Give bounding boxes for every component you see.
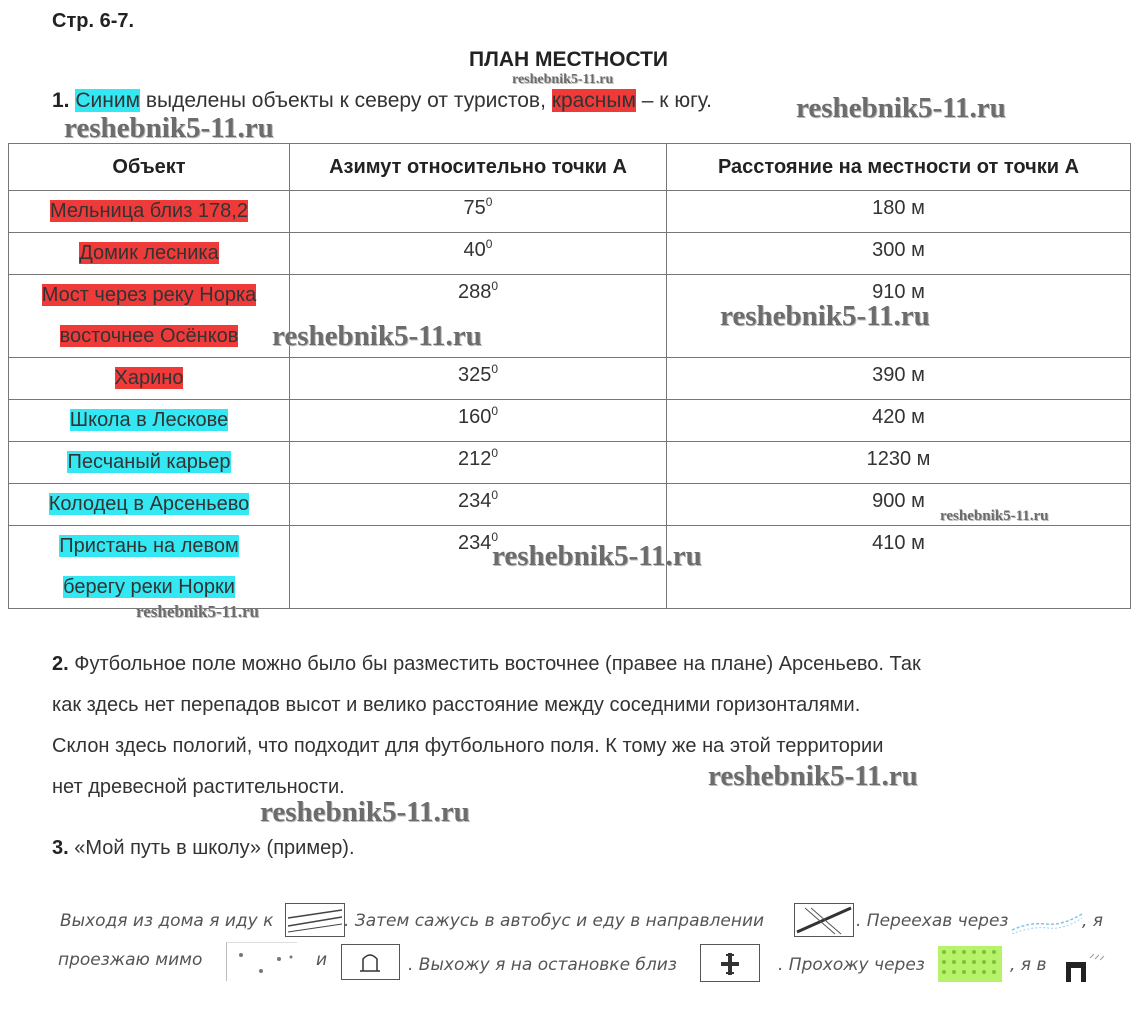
distance-value: 300 м [872,239,925,261]
distance-value: 900 м [872,490,925,512]
red-highlight-word: красным [551,89,636,112]
azimuth-value: 234 [457,490,492,512]
task2-line-2: как здесь нет перепадов высот и велико расстояние между соседними горизонталями. [52,694,861,716]
watermark: reshebnik5-11.ru [136,602,259,621]
handwritten-text: Выходя из дома я иду к [60,911,274,931]
degree-mark: 0 [491,362,499,376]
watermark: reshebnik5-11.ru [64,112,274,144]
watermark: reshebnik5-11.ru [260,796,470,828]
table-row [9,275,1131,358]
watermark: reshebnik5-11.ru [512,72,614,87]
table-row [9,358,1131,400]
watermark: reshebnik5-11.ru [720,300,930,332]
handwritten-text: проезжаю мимо [58,950,203,970]
dotted-field-icon [938,946,1002,982]
building-symbol-icon [341,944,400,980]
distance-value: 390 м [872,364,925,386]
object-name: Колодец в Арсеньево [48,493,250,515]
degree-mark: 0 [485,195,493,209]
river-lines-icon [1010,908,1084,934]
highway-symbol-icon [794,903,854,937]
handwritten-text: , я в [1010,955,1047,975]
object-name: Пристань на левом [59,535,239,557]
degree-mark: 0 [491,279,499,293]
page-reference: Стр. 6-7. [52,10,135,32]
object-cell [9,358,290,400]
header-object: Объект [9,144,290,191]
watermark: reshebnik5-11.ru [708,760,918,792]
azimuth-value: 234 [457,532,492,554]
handwritten-text: . Переехав через [856,911,1009,931]
azimuth-value: 160 [457,406,492,428]
crossing-roads-icon [795,904,853,936]
school-building-icon [1062,952,1108,982]
degree-mark: 0 [491,404,499,418]
task2-line-3: Склон здесь пологий, что подходит для футбольного поля. К тому же на этой территории [52,735,884,757]
watermark: reshebnik5-11.ru [796,92,1006,124]
azimuth-cell [290,400,667,442]
school-symbol-icon [1062,952,1108,982]
road-lines-icon [286,904,344,936]
blue-highlight-word: Синим [75,89,141,112]
handwritten-text: . Выхожу я на остановке близ [408,955,677,975]
degree-mark: 0 [491,488,499,502]
azimuth-value: 212 [457,448,492,470]
table-row [9,191,1131,233]
degree-mark: 0 [491,530,499,544]
azimuth-cell [290,484,667,526]
azimuth-value: 288 [457,281,492,303]
arch-icon [342,945,399,979]
task3-text: «Мой путь в школу» (пример). [68,837,355,859]
task1-text [52,89,712,113]
road-symbol-icon [285,903,345,937]
object-name: Мельница близ 178,2 [50,200,248,222]
task2-line-1 [52,653,921,676]
table-row [9,442,1131,484]
orchard-symbol-icon [226,942,297,981]
task3-line [52,837,355,860]
distance-value: 910 м [872,281,925,303]
cross-icon [701,945,759,981]
object-cell [9,233,290,275]
object-name: Мост через реку Норка [41,284,257,306]
distance-cell [667,442,1131,484]
watermark: reshebnik5-11.ru [492,540,702,572]
object-cell [9,400,290,442]
task2-text: Футбольное поле можно было бы разместить восточнее (правее на плане) Арсеньево. Так [68,653,921,675]
task2-line-4: нет древесной растительности. [52,776,345,798]
object-name: Домик лесника [79,242,219,264]
handwritten-text: , я [1082,911,1104,931]
distance-cell [667,526,1131,609]
distance-cell [667,484,1131,526]
distance-value: 420 м [872,406,925,428]
handwritten-text: . Затем сажусь в автобус и еду в направлении [344,911,765,931]
river-symbol-icon [1010,908,1084,934]
azimuth-value: 75 [463,197,486,219]
distance-cell [667,358,1131,400]
object-cell [9,191,290,233]
degree-mark: 0 [491,446,499,460]
object-name: Харино [114,367,184,389]
azimuth-cell [290,233,667,275]
task1-end: – к югу. [635,89,712,112]
task1-mid: выделены объекты к северу от туристов, [140,89,552,112]
object-name: восточнее Осёнков [59,325,239,347]
table-row [9,400,1131,442]
task1-number: 1. [52,89,70,112]
handwritten-text: . Прохожу через [778,955,925,975]
dots-icon [227,943,297,981]
object-cell [9,526,290,609]
distance-value: 1230 м [866,448,931,470]
task3-number: 3. [52,837,69,859]
distance-cell [667,191,1131,233]
object-cell [9,484,290,526]
object-cell [9,275,290,358]
church-symbol-icon [700,944,760,982]
object-name: берегу реки Норки [63,576,235,598]
handwritten-text: и [316,950,328,970]
distance-value: 410 м [872,532,925,554]
distance-cell [667,400,1131,442]
azimuth-value: 40 [463,239,486,261]
object-cell [9,442,290,484]
watermark: reshebnik5-11.ru [940,508,1049,524]
azimuth-value: 325 [457,364,492,386]
task2-number: 2. [52,653,69,675]
azimuth-cell [290,358,667,400]
table-row [9,233,1131,275]
azimuth-cell [290,442,667,484]
header-azimuth: Азимут относительно точки А [290,144,667,191]
azimuth-cell [290,191,667,233]
object-name: Песчаный карьер [67,451,231,473]
header-distance: Расстояние на местности от точки А [667,144,1131,191]
watermark: reshebnik5-11.ru [272,320,482,352]
page-title: ПЛАН МЕСТНОСТИ [468,48,669,71]
meadow-symbol-icon [938,946,1002,982]
degree-mark: 0 [485,237,493,251]
table-header-row [9,144,1131,191]
object-name: Школа в Лескове [69,409,229,431]
distance-cell [667,233,1131,275]
distance-value: 180 м [872,197,925,219]
